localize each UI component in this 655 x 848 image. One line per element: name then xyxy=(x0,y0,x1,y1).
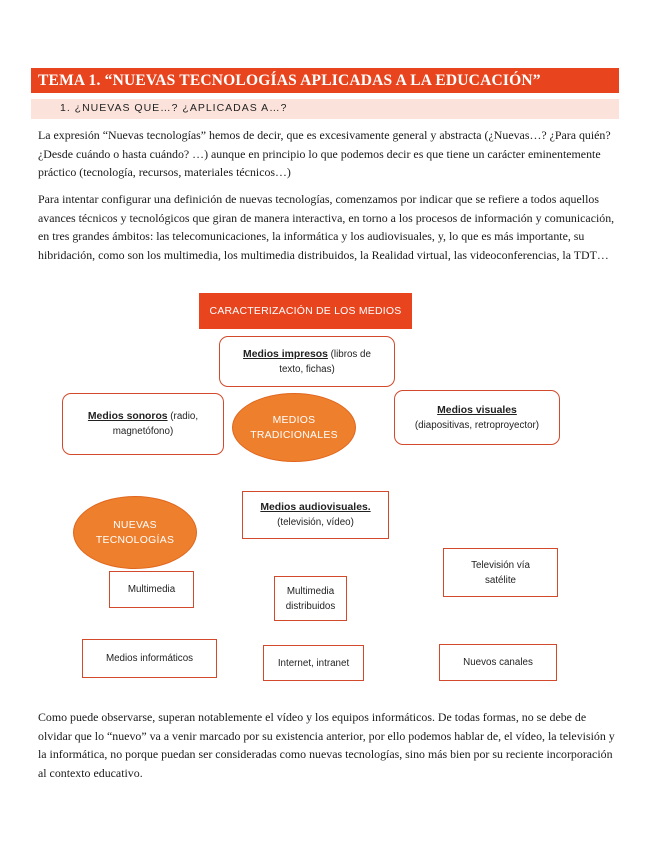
node-nuevas-line1: NUEVAS xyxy=(113,519,157,531)
node-multimedia xyxy=(109,571,194,608)
paragraph-intro: La expresión “Nuevas tecnologías” hemos de decir, que es excesivamente general y abstracta (¿Nuevas…? ¿Para quién? ¿Desde cuándo o hasta cuándo? …) aunque en principio lo que podemos decir es que tiene un carácter eminentemente práctico (tecnología, recursos, materiales técnicos…) xyxy=(38,128,611,179)
node-sonoros-detail-a: (radio, xyxy=(167,411,199,422)
node-medios-audiovisuales xyxy=(242,491,389,539)
node-medios-visuales xyxy=(394,390,560,445)
node-multimedia-label: Multimedia xyxy=(127,584,176,595)
node-audiovisuales-label: Medios audiovisuales. xyxy=(260,502,371,513)
node-multimedia-dist-line1: Multimedia xyxy=(286,585,335,597)
document-title: TEMA 1. “NUEVAS TECNOLOGÍAS APLICADAS A LA EDUCACIÓN” xyxy=(31,68,619,93)
node-impresos-label: Medios impresos xyxy=(243,348,328,360)
node-medios-tradicionales xyxy=(232,393,356,462)
diagram-caption: CARACTERIZACIÓN DE LOS MEDIOS xyxy=(199,293,412,329)
node-audiovisuales-detail: (televisión, vídeo) xyxy=(277,517,354,528)
node-satelite-line1: Televisión vía xyxy=(471,559,530,571)
paragraph-definition: Para intentar configurar una definición de nuevas tecnologías, comenzamos por indicar que se refiere a todos aquellos avances técnicos y tecnológicos que giran de manera interactiva, en torno a los procesos de información y comunicación, en tres grandes ámbitos: las telecomunicaciones, la informática y los audiovisuales, y, lo que es más importante, su hibridación, como son los multimedia, los multimedia distribuidos, la Realidad virtual, las videoconferencias, la TDT… xyxy=(38,192,615,262)
node-nuevas-tecnologias xyxy=(73,496,197,569)
node-internet-label: Internet, intranet xyxy=(277,657,350,669)
node-impresos-detail-a: (libros de xyxy=(327,348,371,360)
node-medios-impresos xyxy=(219,336,395,387)
node-visuales-detail: (diapositivas, retroproyector) xyxy=(414,419,540,431)
node-informaticos-label: Medios informáticos xyxy=(105,653,194,664)
node-nuevas-line2: TECNOLOGÍAS xyxy=(95,534,175,546)
node-television-satelite xyxy=(443,548,558,597)
node-canales-label: Nuevos canales xyxy=(463,657,533,668)
node-impresos-detail-b: texto, fichas) xyxy=(279,363,335,375)
node-multimedia-dist-line2: distribuidos xyxy=(285,600,336,612)
section-heading: 1. ¿NUEVAS QUE…? ¿APLICADAS A…? xyxy=(31,99,619,119)
node-sonoros-detail-b: magnetófono) xyxy=(112,426,174,437)
node-tradicionales-line2: TRADICIONALES xyxy=(250,429,338,441)
node-internet-intranet xyxy=(263,645,364,681)
paragraph-conclusion: Como puede observarse, superan notablemente el vídeo y los equipos informáticos. De todas formas, no se debe de olvidar que lo “nuevo” va a venir marcado por su existencia anterior, por ello podemos hablar de, el vídeo, la televisión y la informática, no porque puedan ser consideradas como nuevas tecnologías, sino más bien por su reciente incorporación al contexto educativo. xyxy=(38,710,615,780)
node-tradicionales-line1: MEDIOS xyxy=(272,414,316,426)
node-medios-informaticos xyxy=(82,639,217,678)
node-satelite-line2: satélite xyxy=(484,574,517,586)
node-nuevos-canales xyxy=(439,644,557,681)
node-visuales-label: Medios visuales xyxy=(437,404,517,416)
node-medios-sonoros xyxy=(62,393,224,455)
node-multimedia-distribuidos xyxy=(274,576,347,621)
node-sonoros-label: Medios sonoros xyxy=(87,411,168,422)
